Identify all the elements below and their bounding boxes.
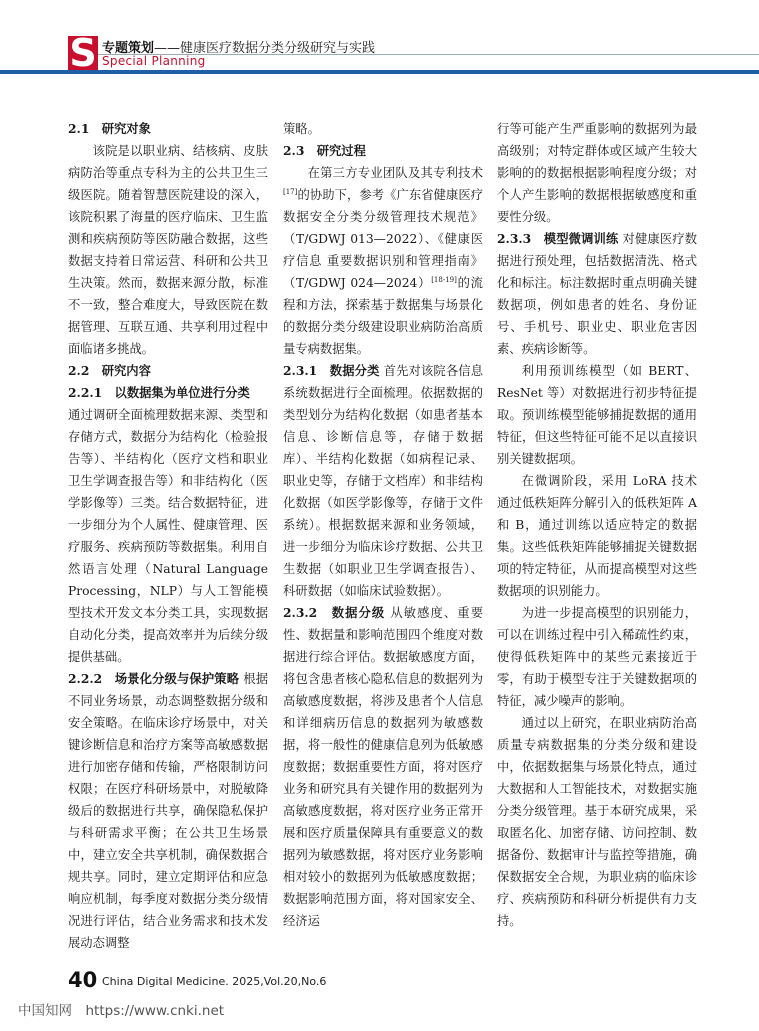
paragraph-2-3-2-block — [283, 602, 483, 932]
paragraph-2-3-1-block — [283, 360, 483, 602]
paragraph-2-1: 该院是以职业病、结核病、皮肤病防治等重点专科为主的公共卫生三级医院。随着智慧医院建设的深入，该院积累了海量的医疗临床、卫生监测和疾病预防等医防融合数据，这些数据支持着日常运营、科研和公共卫生决策。然而，数据来源分散，标准不一致，整合难度大，导致医院在数据管理、互联互通、共享利用过程中面临诸多挑战。 — [68, 144, 268, 356]
heading-2-2-1: 2.2.1 以数据集为单位进行分类 — [68, 385, 250, 400]
cnki-watermark: 中国知网 https://www.cnki.net — [18, 1003, 225, 1019]
paragraph-2-3-part-a: 在第三方专业团队及其专利技术 — [307, 166, 483, 180]
section-logo — [68, 31, 98, 75]
paragraph-summary: 通过以上研究，在职业病防治高质量专病数据集的分类分级和建设中，依据数据集与场景化特点，通过大数据和人工智能技术，对数据实施分类分级管理。基于本研究成果，采取匿名化、加密存储、访问控制、数据备份、数据审计与监控等措施，确保数据安全合规，为职业病的临床诊疗、疾病预防和科研分析提供有力支持。 — [497, 716, 697, 928]
header-bar — [0, 70, 759, 74]
header-topic: ——健康医疗数据分类分级研究与实践 — [154, 41, 376, 56]
column-3 — [497, 118, 697, 932]
paragraph-2-3-part-c: 的流程和方法，探索基于数据集与场景化的数据分类分级建设职业病防治高质量专病数据集。 — [283, 276, 483, 356]
heading-2-3: 2.3 研究过程 — [283, 143, 366, 158]
paragraph-2-3-part-b: 的协助下，参考《广东省健康医疗数据安全分类分级管理技术规范》（T/GDWJ 013—2022）、《健康医疗信息 重要数据识别和管理指南》（T/GDWJ 024—2024） — [283, 188, 483, 290]
heading-2-3-1: 2.3.1 数据分类 — [283, 363, 380, 378]
heading-2-1: 2.1 研究对象 — [68, 121, 151, 136]
column-1 — [68, 118, 268, 954]
paragraph-2-3-3: 对健康医疗数据进行预处理，包括数据清洗、格式化和标注。标注数据时重点明确关键数据项，例如患者的姓名、身份证号、手机号、职业史、职业危害因素、疾病诊断等。 — [497, 232, 697, 356]
heading-2-2: 2.2 研究内容 — [68, 363, 151, 378]
paragraph-2-2-2: 根据不同业务场景，动态调整数据分级和安全策略。在临床诊疗场景中，对关键诊断信息和治疗方案等高敏感数据进行加密存储和传输，严格限制访问权限；在医疗科研场景中，对脱敏降级后的数据进行共享，确保隐私保护与科研需求平衡；在公共卫生场景中，建立安全共享机制，确保数据合规共享。同时，建立定期评估和应急响应机制，每季度对数据分类分级情况进行评估，结合业务需求和技术发展动态调整 — [68, 672, 268, 950]
heading-2-3-2: 2.3.2 数据分级 — [283, 605, 386, 620]
page-header — [0, 28, 759, 74]
paragraph-continued-2: 行等可能产生严重影响的数据列为最高级别；对特定群体或区域产生较大影响的的数据根据影响程度分级；对个人产生影响的数据根据敏感度和重要性分级。 — [497, 122, 697, 224]
paragraph-pretrained-model: 利用预训练模型（如 BERT、ResNet 等）对数据进行初步特征提取。预训练模型能够捕捉数据的通用特征，但这些特征可能不足以直接识别关键数据项。 — [497, 364, 697, 466]
heading-2-3-3: 2.3.3 模型微调训练 — [497, 231, 619, 246]
reference-17: [17] — [283, 188, 298, 196]
paragraph-continued: 策略。 — [283, 122, 320, 136]
header-english: Special Planning — [102, 54, 206, 68]
logo-letter: S — [69, 31, 97, 75]
paragraph-2-3-1: 首先对该院各信息系统数据进行全面梳理。依据数据的类型划分为结构化数据（如患者基本信息、诊断信息等，存储于数据库）、半结构化数据（如病程记录、职业史等，存储于文档库）和非结构化数据（如医学影像等，存储于文件系统）。根据数据来源和业务领域，进一步细分为临床诊疗数据、公共卫生数据（如职业卫生学调查报告）、科研数据（如临床试验数据）。 — [283, 364, 483, 598]
reference-18-19: [18-19] — [431, 276, 457, 284]
paragraph-2-2-2-block — [68, 668, 268, 954]
heading-2-2-2: 2.2.2 场景化分级与保护策略 — [68, 671, 240, 686]
page-number: 40 — [68, 968, 98, 992]
column-2 — [283, 118, 483, 932]
paragraph-2-3-3-block — [497, 228, 697, 360]
paragraph-lora: 在微调阶段，采用 LoRA 技术通过低秩矩阵分解引入的低秩矩阵 A 和 B，通过训练以适应特定的数据集。这些低秩矩阵能够捕捉关键数据项的特定特征，从而提高模型对这些数据项的识别能力。 — [497, 474, 697, 598]
paragraph-2-3 — [283, 162, 483, 360]
header-section: 专题策划 — [102, 41, 155, 56]
paragraph-2-3-2: 从敏感度、重要性、数据量和影响范围四个维度对数据进行综合评估。数据敏感度方面，将包含患者核心隐私信息的数据列为高敏感度数据，将涉及患者个人信息和详细病历信息的数据列为敏感数据，将一般性的健康信息列为低敏感度数据；数据重要性方面，将对医疗业务和研究具有关键作用的数据列为高敏感度数据，将对医疗业务正常开展和医疗质量保障具有重要意义的数据列为敏感数据，将对医疗业务影响相对较小的数据列为低敏感度数据；数据影响范围方面，将对国家安全、经济运 — [283, 606, 483, 928]
paragraph-2-2-1: 通过调研全面梳理数据来源、类型和存储方式，数据分为结构化（检验报告等）、半结构化（医疗文档和职业卫生学调查报告等）和非结构化（医学影像等）三类。结合数据特征，进一步细分为个人属性、健康管理、医疗服务、疾病预防等数据集。利用自然语言处理（Natural Language Processing，NLP）与人工智能模型技术开发文本分类工具，实现数据自动化分类，提高效率并为后续分级提供基础。 — [68, 408, 268, 664]
journal-citation: China Digital Medicine. 2025,Vol.20,No.6 — [102, 975, 327, 988]
paragraph-sparsity: 为进一步提高模型的识别能力，可以在训练过程中引入稀疏性约束，使得低秩矩阵中的某些元素接近于零，有助于模型专注于关键数据项的特征，减少噪声的影响。 — [497, 606, 697, 708]
